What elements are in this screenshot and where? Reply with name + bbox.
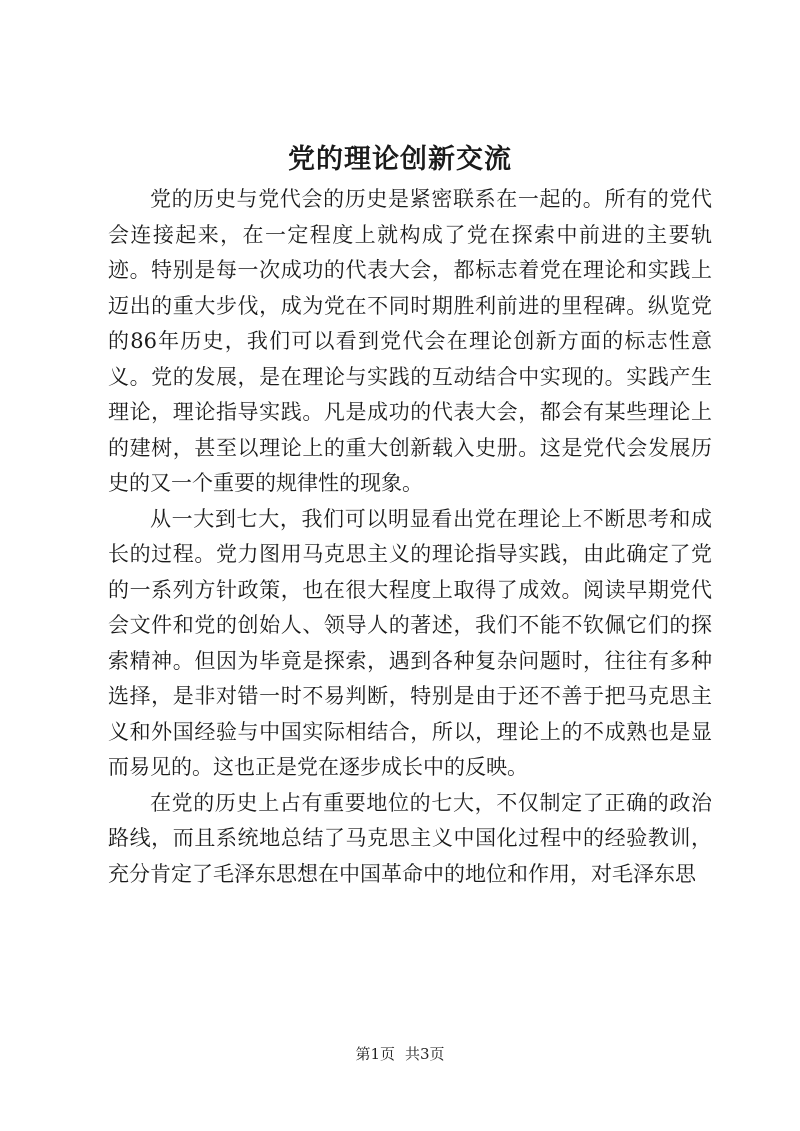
total-pages: 共3页: [405, 1045, 445, 1063]
document-title: 党的理论创新交流: [288, 144, 512, 175]
paragraph-2: 从一大到七大，我们可以明显看出党在理论上不断思考和成长的过程。党力图用马克思主义的理论指导实践，由此确定了党的一系列方针政策，也在很大程度上取得了成效。阅读早期党代会文件和党的创始人、领导人的著述，我们不能不钦佩它们的探索精神。但因为毕竟是探索，遇到各种复杂问题时，往往有多种选择，是非对错一时不易判断，特别是由于还不善于把马克思主义和外国经验与中国实际相结合，所以，理论上的不成熟也是显而易见的。这也正是党在逐步成长中的反映。: [108, 506, 712, 779]
paragraph-3: 在党的历史上占有重要地位的七大，不仅制定了正确的政治路线，而且系统地总结了马克思主义中国化过程中的经验教训，充分肯定了毛泽东思想在中国革命中的地位和作用，对毛泽东思: [108, 790, 712, 886]
page-footer: [0, 1044, 800, 1064]
page-number: 第1页: [355, 1045, 395, 1063]
document-body: [108, 182, 712, 892]
paragraph-1: 党的历史与党代会的历史是紧密联系在一起的。所有的党代会连接起来，在一定程度上就构成了党在探索中前进的主要轨迹。特别是每一次成功的代表大会，都标志着党在理论和实践上迈出的重大步伐，成为党在不同时期胜利前进的里程碑。纵览党的86年历史，我们可以看到党代会在理论创新方面的标志性意义。党的发展，是在理论与实践的互动结合中实现的。实践产生理论，理论指导实践。凡是成功的代表大会，都会有某些理论上的建树，甚至以理论上的重大创新载入史册。这是党代会发展历史的又一个重要的规律性的现象。: [108, 187, 712, 495]
